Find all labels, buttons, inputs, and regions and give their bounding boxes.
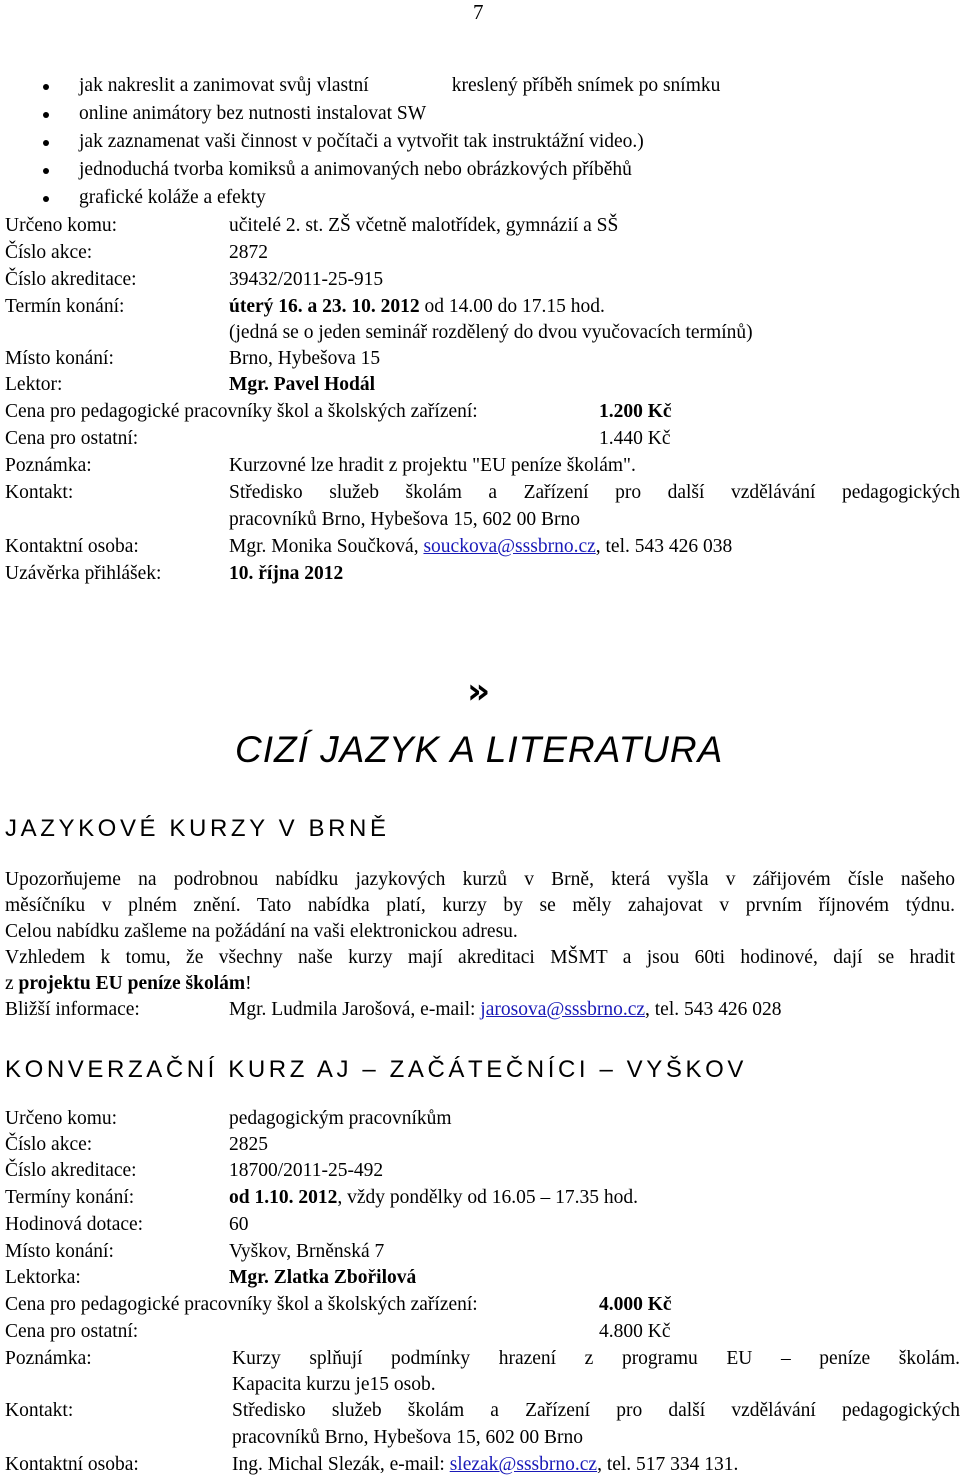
- c1-lecturer-row: [5, 372, 376, 398]
- page-number: 7: [473, 0, 484, 24]
- paragraph-line: z projektu EU peníze školám!: [5, 973, 252, 994]
- price-value: 4.800 Kč: [599, 1321, 671, 1342]
- date-value: úterý 16. a 23. 10. 2012: [229, 296, 420, 317]
- c1-price-ped-row: [5, 399, 672, 425]
- paragraph-line: Upozorňujeme na podrobnou nabídku jazykových kurzů v Brně, která vyšla v zářijovém čísle našeho: [5, 869, 955, 890]
- c1-price-other-row: [5, 426, 671, 452]
- field-value: 39432/2011-25-915: [229, 269, 384, 290]
- field-label: Uzávěrka přihlášek:: [5, 563, 162, 584]
- contact-name: Ing. Michal Slezák, e-mail:: [232, 1454, 450, 1475]
- field-label: Číslo akreditace:: [5, 1160, 137, 1181]
- field-label: Termíny konání:: [5, 1187, 135, 1208]
- field-label: Určeno komu:: [5, 215, 118, 236]
- c2-contact-row: [5, 1398, 960, 1424]
- field-label: Poznámka:: [5, 1348, 92, 1369]
- contact-name: Mgr. Monika Součková,: [229, 536, 424, 557]
- field-value: Vyškov, Brněnská 7: [229, 1241, 385, 1262]
- field-value: 60: [229, 1214, 249, 1235]
- c2-hours-row: [5, 1212, 249, 1238]
- field-value: učitelé 2. st. ZŠ včetně malotřídek, gymnázií a SŠ: [229, 215, 619, 236]
- field-label: Kontakt:: [5, 482, 74, 503]
- list-item: [40, 184, 720, 212]
- heading-conversation-course: KONVERZAČNÍ KURZ AJ – ZAČÁTEČNÍCI – VYŠKOV: [5, 1056, 747, 1083]
- field-value: Kurzovné lze hradit z projektu "EU peníze školám".: [229, 455, 636, 476]
- field-label: Cena pro ostatní:: [5, 428, 139, 449]
- lecturer-name: Mgr. Pavel Hodál: [229, 374, 376, 395]
- field-label: Cena pro pedagogické pracovníky škol a školských zařízení:: [5, 401, 478, 422]
- c1-person-row: [5, 534, 733, 560]
- list-item-text: jak nakreslit a zanimovat svůj vlastní: [79, 75, 369, 96]
- field-label: Číslo akce:: [5, 242, 93, 263]
- field-label: Kontaktní osoba:: [5, 536, 139, 557]
- price-value: 1.200 Kč: [599, 401, 672, 422]
- heading-language-courses: JAZYKOVÉ KURZY V BRNĚ: [5, 815, 390, 842]
- field-value: Kurzy splňují podmínky hrazení z programu EU – peníze školám.: [232, 1348, 960, 1369]
- c1-deadline-row: [5, 561, 344, 587]
- list-item: [40, 72, 720, 100]
- list-item-text: kreslený příběh snímek po snímku: [451, 75, 721, 96]
- list-item-text: jak zaznamenat vaši činnost v počítači a vytvořit tak instruktážní video.): [79, 131, 644, 152]
- date-note: (jedná se o jeden seminář rozdělený do dvou vyučovacích termínů): [229, 322, 753, 343]
- c1-note-row: [5, 453, 636, 479]
- c2-price-ped-row: [5, 1292, 672, 1318]
- field-label: Poznámka:: [5, 455, 92, 476]
- paragraph-line: Celou nabídku zašleme na požádání na vaši elektronickou adresu.: [5, 921, 518, 942]
- field-value: pracovníků Brno, Hybešova 15, 602 00 Brno: [232, 1427, 583, 1448]
- field-label: Lektor:: [5, 374, 63, 395]
- field-label: Kontakt:: [5, 1400, 74, 1421]
- paragraph-line: Vzhledem k tomu, že všechny naše kurzy mají akreditaci MŠMT a jsou 60ti hodinové, dají se hradit: [5, 947, 955, 968]
- field-label: Místo konání:: [5, 1241, 114, 1262]
- price-value: 1.440 Kč: [599, 428, 671, 449]
- email-link[interactable]: jarosova@sssbrno.cz: [480, 999, 646, 1020]
- field-label: Číslo akreditace:: [5, 269, 137, 290]
- time-value: , vždy pondělky od 16.05 – 17.35 hod.: [337, 1187, 638, 1208]
- time-value: od 14.00 do 17.15 hod.: [419, 296, 605, 317]
- c2-price-other-row: [5, 1319, 671, 1345]
- language-courses-paragraph: [5, 867, 955, 1023]
- list-item-text: jednoduchá tvorba komiksů a animovaných nebo obrázkových příběhů: [79, 159, 632, 180]
- contact-phone: , tel. 543 426 038: [595, 536, 733, 557]
- c2-note-row: [5, 1346, 960, 1372]
- contact-phone: , tel. 543 426 028: [645, 999, 782, 1020]
- c1-accreditation-row: [5, 267, 384, 293]
- field-label: Hodinová dotace:: [5, 1214, 144, 1235]
- field-label: Určeno komu:: [5, 1108, 118, 1129]
- c1-action-row: [5, 240, 268, 266]
- c1-date-row: [5, 294, 605, 320]
- list-item: [40, 100, 720, 128]
- field-label: Lektorka:: [5, 1267, 81, 1288]
- c2-accreditation-row: [5, 1158, 384, 1184]
- c1-audience-row: [5, 213, 619, 239]
- list-item: [40, 156, 720, 184]
- field-value: 2825: [229, 1134, 268, 1155]
- paragraph-line: měsíčníku v plném znění. Tato nabídka platí, kurzy by se měly zahajovat v prvním říjnovém týdnu.: [5, 895, 955, 916]
- email-link[interactable]: souckova@sssbrno.cz: [423, 536, 596, 557]
- field-label: Místo konání:: [5, 348, 114, 369]
- topic-list: [40, 72, 720, 212]
- lecturer-name: Mgr. Zlatka Zbořilová: [229, 1267, 417, 1288]
- contact-phone: , tel. 517 334 131.: [597, 1454, 739, 1475]
- contact-name: Mgr. Ludmila Jarošová, e-mail:: [229, 999, 481, 1020]
- c2-audience-row: [5, 1106, 452, 1132]
- deadline-value: 10. října 2012: [229, 563, 344, 584]
- field-value: 2872: [229, 242, 268, 263]
- eu-project-text: projektu EU peníze školám: [18, 973, 246, 994]
- field-label: Číslo akce:: [5, 1134, 93, 1155]
- email-link[interactable]: slezak@sssbrno.cz: [449, 1454, 598, 1475]
- field-label: Bližší informace:: [5, 999, 140, 1020]
- field-label: Kontaktní osoba:: [5, 1454, 139, 1475]
- price-value: 4.000 Kč: [599, 1294, 672, 1315]
- field-label: Cena pro ostatní:: [5, 1321, 139, 1342]
- field-value: pracovníků Brno, Hybešova 15, 602 00 Brno: [229, 509, 580, 530]
- field-value: Brno, Hybešova 15: [229, 348, 381, 369]
- field-label: Termín konání:: [5, 296, 125, 317]
- field-value: Kapacita kurzu je15 osob.: [232, 1374, 436, 1395]
- field-value: pedagogickým pracovníkům: [229, 1108, 452, 1129]
- list-item-text: grafické koláže a efekty: [79, 187, 266, 208]
- c2-place-row: [5, 1239, 385, 1265]
- c2-action-row: [5, 1132, 268, 1158]
- field-value: 18700/2011-25-492: [229, 1160, 384, 1181]
- double-arrow-icon: »: [467, 671, 491, 712]
- c1-place-row: [5, 346, 381, 372]
- c2-lecturer-row: [5, 1265, 417, 1291]
- section-title: CIZÍ JAZYK A LITERATURA: [235, 729, 724, 770]
- list-item-text: online animátory bez nutnosti instalovat SW: [79, 103, 427, 124]
- field-label: Cena pro pedagogické pracovníky škol a školských zařízení:: [5, 1294, 478, 1315]
- field-value: Středisko služeb školám a Zařízení pro další vzdělávání pedagogických: [232, 1400, 960, 1421]
- c2-person-row: [5, 1452, 739, 1478]
- list-item: [40, 128, 720, 156]
- c1-contact-row: [5, 480, 960, 506]
- field-value: Středisko služeb školám a Zařízení pro další vzdělávání pedagogických: [229, 482, 960, 503]
- date-value: od 1.10. 2012: [229, 1187, 338, 1208]
- c2-date-row: [5, 1185, 638, 1211]
- info-row: [5, 997, 955, 1023]
